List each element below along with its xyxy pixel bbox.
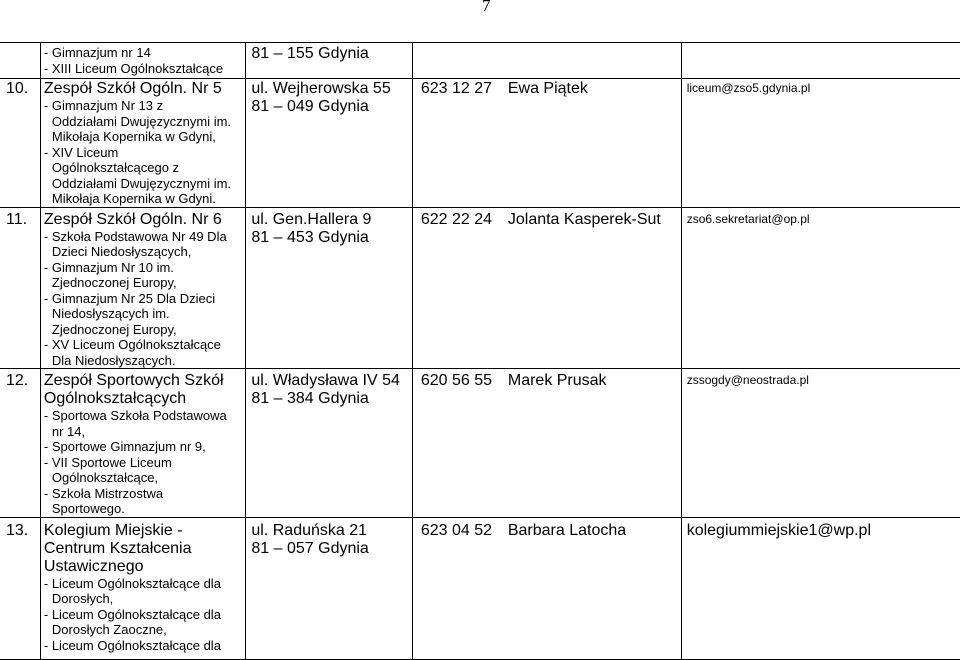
address-city: 81 – 057 Gdynia <box>251 539 369 557</box>
school-name: Kolegium Miejskie - <box>43 521 183 539</box>
address-city: 81 – 049 Gdynia <box>251 98 369 115</box>
cell-no <box>0 207 40 369</box>
cell-school <box>40 207 246 369</box>
school-name-line2: Centrum Kształcenia <box>43 539 192 557</box>
row-number: 12. <box>6 372 29 389</box>
detail-line: Mikołaja Kopernika w Gdyni, <box>51 129 216 144</box>
cell-phone-person <box>412 43 681 79</box>
detail-line: Mikołaja Kopernika w Gdyni. <box>51 191 216 206</box>
detail-line: - Sportowe Gimnazjum nr 9, <box>43 439 206 454</box>
address-street: ul. Raduńska 21 <box>251 521 368 539</box>
address-street: ul. Władysława IV 54 <box>251 372 400 389</box>
cell-email <box>681 369 960 518</box>
detail-line: Dorosłych, <box>51 591 114 606</box>
phone-number: 622 22 24 <box>420 210 493 228</box>
detail-line: Niedosłyszących im. <box>51 306 170 321</box>
address-city: 81 – 453 Gdynia <box>251 228 369 246</box>
detail-line: - Szkoła Podstawowa Nr 49 Dla <box>43 228 227 244</box>
cell-phone-person <box>412 207 681 369</box>
row-number: 11. <box>6 210 28 228</box>
detail-line: - VII Sportowe Liceum <box>43 454 172 470</box>
address-street: ul. Gen.Hallera 9 <box>251 210 372 228</box>
table-row <box>0 79 960 208</box>
cell-email <box>681 517 960 659</box>
table-row <box>0 517 960 659</box>
cell-phone-person <box>412 517 681 659</box>
table-row <box>0 207 960 369</box>
cell-no <box>0 43 40 79</box>
email-address[interactable]: kolegiummiejskie1@wp.pl <box>686 521 871 539</box>
school-name: Zespół Szkół Ogóln. Nr 5 <box>43 80 222 97</box>
cell-no <box>0 517 40 659</box>
detail-line: Ogólnokształcące, <box>51 470 159 485</box>
cell-phone-person <box>412 369 681 518</box>
address-city: 81 – 384 Gdynia <box>251 390 369 407</box>
cell-email <box>681 207 960 369</box>
detail-line: Dorosłych Zaoczne, <box>51 622 167 637</box>
detail-line: - Liceum Ogólnokształcące dla <box>43 606 221 622</box>
phone-and-person <box>413 80 681 98</box>
detail-line: - Gimnazjum Nr 25 Dla Dzieci <box>43 290 216 306</box>
school-name: Zespół Sportowych Szkół <box>43 372 224 389</box>
cell-school <box>40 79 246 208</box>
detail-line: - XV Liceum Ogólnokształcące <box>43 337 221 352</box>
address-street: ul. Wejherowska 55 <box>251 80 391 97</box>
address-line: 81 – 155 Gdynia <box>251 45 369 62</box>
detail-line: - Gimnazjum Nr 13 z <box>43 98 164 113</box>
phone-number: 623 12 27 <box>420 80 493 97</box>
email-address[interactable]: zso6.sekretariat@op.pl <box>686 211 810 226</box>
cell-school <box>40 43 246 79</box>
detail-line: - Liceum Ogólnokształcące dla <box>43 575 221 591</box>
cell-address <box>246 43 412 79</box>
cell-school <box>40 517 246 659</box>
detail-line: Zjednoczonej Europy, <box>51 321 177 337</box>
email-address[interactable]: zssogdy@neostrada.pl <box>686 373 809 387</box>
table-row-continued <box>0 43 960 79</box>
cell-address <box>246 369 412 518</box>
detail-line: - Sportowa Szkoła Podstawowa <box>43 408 227 423</box>
email-address[interactable]: liceum@zso5.gdynia.pl <box>686 81 811 95</box>
cell-no <box>0 79 40 208</box>
detail-line: - Szkoła Mistrzostwa <box>43 485 164 501</box>
contact-person: Jolanta Kasperek-Sut <box>507 210 661 228</box>
cell-email <box>681 79 960 208</box>
school-name-line3: Ustawicznego <box>43 557 144 575</box>
detail-line: Ogólnokształcącego z <box>51 160 180 175</box>
school-name-line2: Ogólnokształcących <box>43 390 187 407</box>
detail-line: - Liceum Ogólnokształcące dla <box>43 637 221 653</box>
row-number: 13. <box>6 521 29 539</box>
row-number: 10. <box>6 80 29 97</box>
detail-line: Dzieci Niedosłyszących, <box>51 244 192 259</box>
phone-and-person <box>413 211 681 229</box>
cell-address <box>246 517 412 659</box>
schools-table <box>0 42 960 660</box>
page-number: 7 <box>482 0 491 15</box>
contact-person: Barbara Latocha <box>507 521 627 539</box>
detail-line: Oddziałami Dwujęzycznymi im. <box>51 113 232 129</box>
school-name: Zespół Szkół Ogóln. Nr 6 <box>43 210 222 228</box>
detail-line: - XIV Liceum <box>43 144 119 160</box>
detail-line: Sportowego. <box>51 501 125 516</box>
cell-school <box>40 369 246 518</box>
cell-phone-person <box>412 79 681 208</box>
detail-line: Oddziałami Dwujęzycznymi im. <box>51 175 232 191</box>
cell-no <box>0 369 40 518</box>
detail-line: - XIII Liceum Ogólnokształcące <box>43 60 224 76</box>
phone-and-person <box>413 372 681 390</box>
detail-line: - Gimnazjum nr 14 <box>43 45 151 60</box>
cell-address <box>246 79 412 208</box>
phone-and-person <box>413 522 681 540</box>
contact-person: Ewa Piątek <box>507 80 588 97</box>
detail-line: nr 14, <box>51 423 86 439</box>
table-row <box>0 369 960 518</box>
cell-email <box>681 43 960 79</box>
detail-line: Zjednoczonej Europy, <box>51 275 177 290</box>
cell-address <box>246 207 412 369</box>
detail-line: Dla Niedosłyszących. <box>51 352 176 368</box>
contact-person: Marek Prusak <box>507 372 607 389</box>
detail-line: - Gimnazjum Nr 10 im. <box>43 259 174 275</box>
phone-number: 620 56 55 <box>420 372 493 389</box>
phone-number: 623 04 52 <box>420 521 493 539</box>
